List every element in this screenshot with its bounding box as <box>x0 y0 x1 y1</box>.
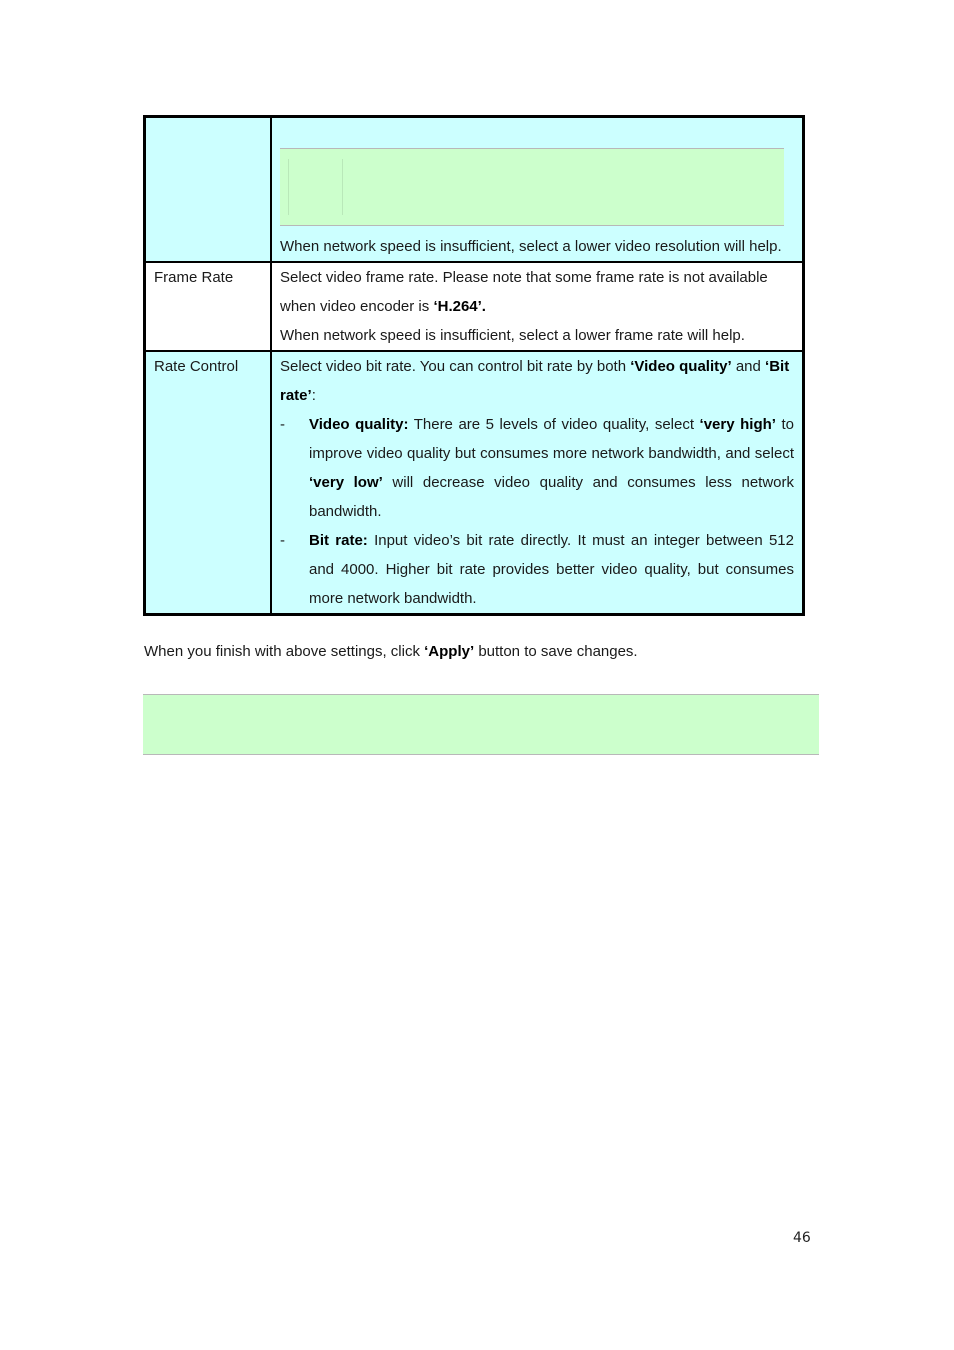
resolution-label-cell <box>145 117 271 262</box>
apply-instruction: When you finish with above settings, click ‘Apply’ button to save changes. <box>144 643 638 660</box>
note-divider <box>342 159 343 215</box>
list-dash: - <box>280 416 285 433</box>
table-row-rate-control <box>145 351 803 614</box>
list-item-video-quality: - Video quality: There are 5 levels of video quality, select ‘very high’ to improve video quality but consumes more network bandwidth, and select ‘very low’ will decrease video quality and consumes less network bandwidth. <box>280 410 794 526</box>
settings-table <box>143 115 805 616</box>
resolution-note-box <box>280 148 784 226</box>
note-box <box>143 694 819 755</box>
resolution-description: When network speed is insufficient, select a lower video resolution will help. <box>280 238 782 255</box>
frame-rate-line2: When network speed is insufficient, select a lower frame rate will help. <box>280 327 745 344</box>
table-row-resolution <box>145 117 803 262</box>
rate-control-intro: Select video bit rate. You can control bit rate by both ‘Video quality’ and ‘Bit rate’: <box>280 358 790 404</box>
frame-rate-label: Frame Rate <box>145 262 271 351</box>
list-item-bit-rate: - Bit rate: Input video’s bit rate directly. It must an integer between 512 and 4000. Higher bit rate provides better video quality, but consumes more network bandwidth. <box>280 526 794 613</box>
resolution-description-cell <box>271 117 803 262</box>
h264-label: ‘H.264’. <box>433 298 486 315</box>
page-number: 46 <box>793 1230 811 1246</box>
list-dash: - <box>280 532 285 549</box>
frame-rate-line1: Select video frame rate. Please note that some frame rate is not available when video encoder is ‘H.264’. <box>280 269 768 315</box>
rate-control-description-cell <box>271 351 803 614</box>
table-row-frame-rate <box>145 262 803 351</box>
note-divider <box>288 159 289 215</box>
frame-rate-description-cell <box>271 262 803 351</box>
apply-label: ‘Apply’ <box>424 643 475 660</box>
rate-control-label: Rate Control <box>145 351 271 614</box>
